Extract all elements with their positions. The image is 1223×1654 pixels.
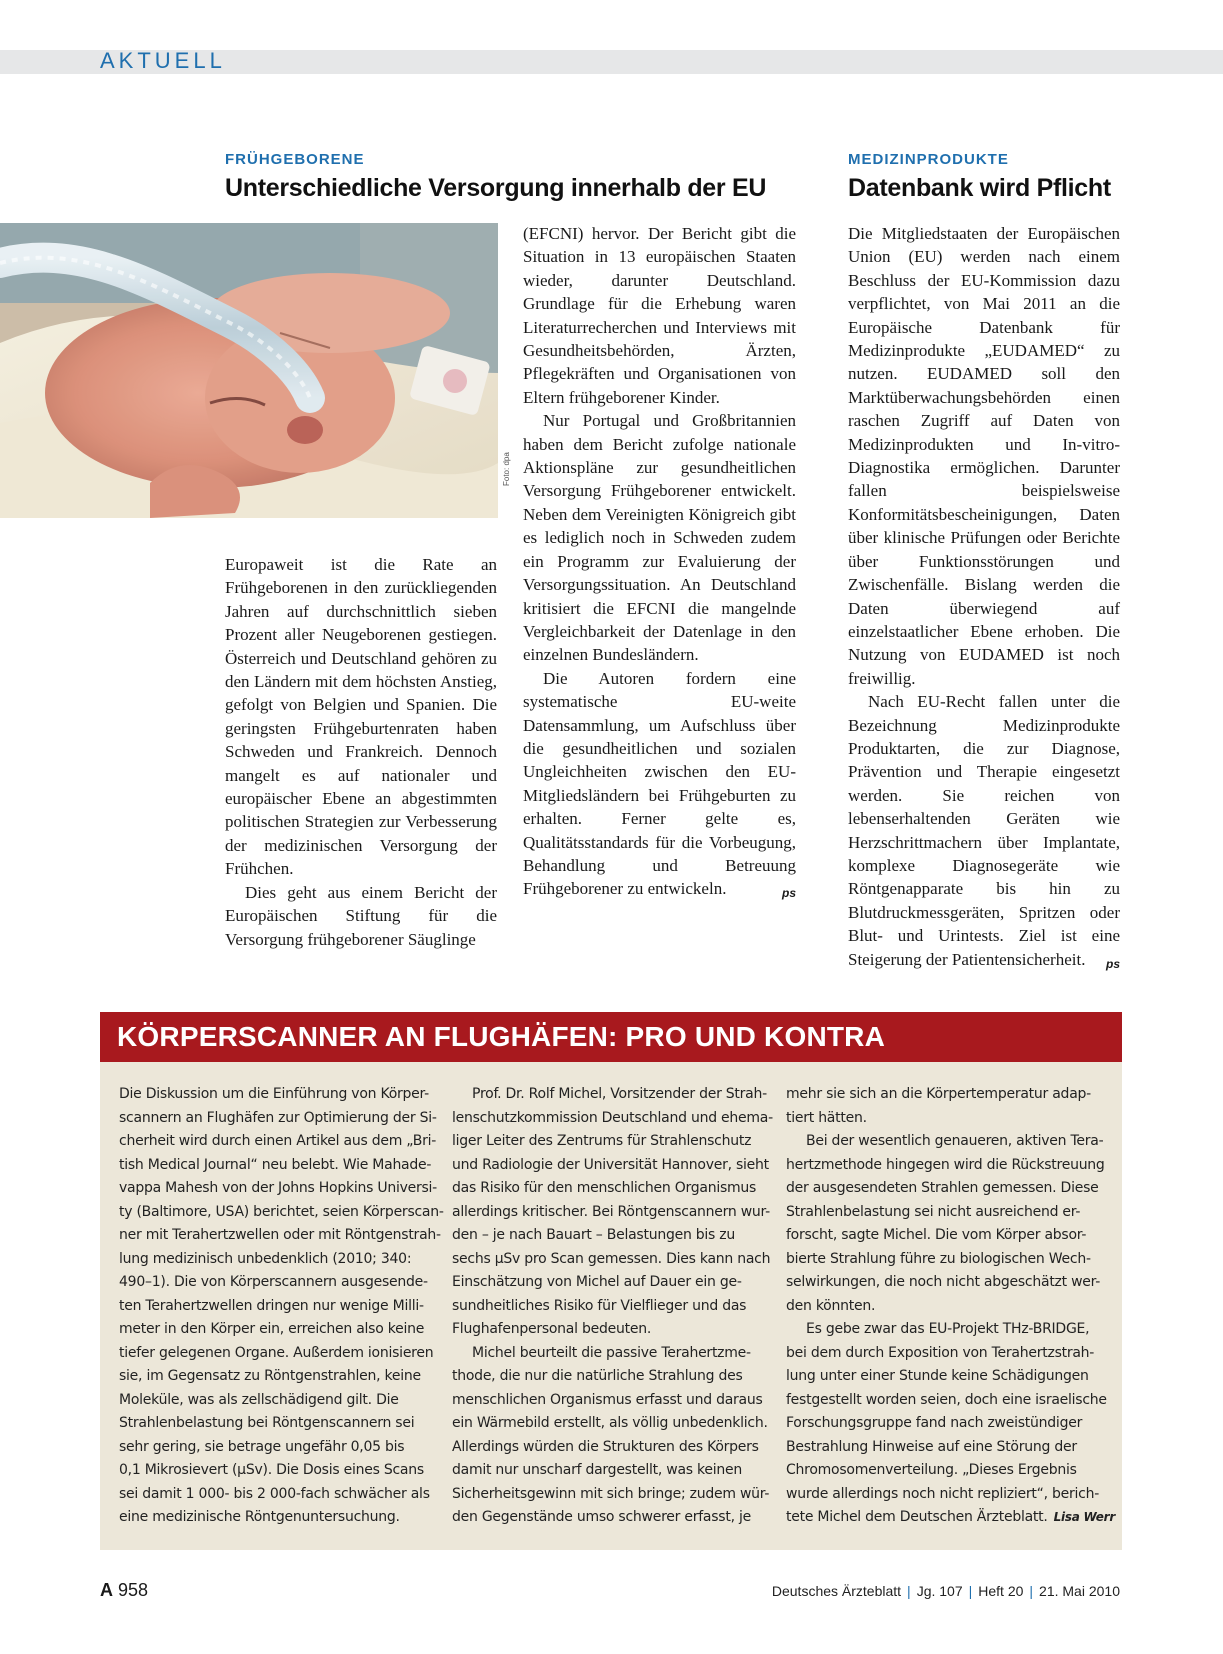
box-line: sehr gering, sie betrage ungefähr 0,05 bis <box>119 1438 405 1455</box>
box-line: Flughafenpersonal bedeuten. <box>452 1321 652 1337</box>
box-line: vappa Mahesh von der Johns Hopkins Universi- <box>119 1180 437 1196</box>
box-line: eine medizinische Röntgenuntersuchung. <box>119 1509 400 1525</box>
box-line: liger Leiter des Zentrums für Strahlenschutz <box>452 1133 752 1149</box>
box-line <box>786 1506 1115 1530</box>
box-line: meter in den Körper ein, erreichen also keine <box>119 1321 425 1337</box>
article2-kicker: MEDIZINPRODUKTE <box>848 151 1009 168</box>
page-number <box>100 1580 148 1601</box>
box-column-3 <box>786 1083 1115 1530</box>
section-label: AKTUELL <box>100 48 226 73</box>
box-line: Moleküle, was als zellschädigend gilt. Die <box>119 1391 399 1408</box>
box-line: tish Medical Journal“ neu belebt. Wie Mahade- <box>119 1156 432 1173</box>
article1-paragraph: (EFCNI) hervor. Der Bericht gibt die Situation in 13 europäischen Staaten wieder, darunter Deutschland. Grundlage für die Erhebung waren Literaturrecherchen und Interviews mit Gesundheitsbehörden, Ärzten, Pflegekräften und Organisationen von Eltern frühgeborener Kinder. <box>523 224 796 407</box>
photo-credit: Foto: dpa <box>502 452 511 486</box>
article1-paragraph <box>523 667 796 901</box>
box-line: Sicherheitsgewinn mit sich bringe; zudem wür- <box>452 1485 770 1502</box>
article2-signature: ps <box>1105 956 1120 971</box>
box-line: lung unter einer Stunde keine Schädigungen <box>786 1368 1089 1384</box>
box-line: Allerdings würden die Strukturen des Körpers <box>452 1438 759 1455</box>
article1-paragraph: Europaweit ist die Rate an Frühgeborenen in den zurückliegenden Jahren auf durchschnittlich sieben Prozent aller Neugeborenen gestiegen. Österreich und Deutschland gehören zu den Ländern mit dem höchsten Anstieg, gefolgt von Belgien und Spanien. Die geringsten Frühgeburtenraten haben Schweden und Frankreich. Dennoch mangelt es auf nationaler und europäischer Ebene an abgestimmten politischen Strategien zur Verbesserung der medizinischen Versorgung der Frühchen. <box>225 555 497 879</box>
box-line: hertzmethode hingegen wird die Rückstreuung <box>786 1156 1105 1173</box>
box-line: wurde allerdings noch nicht repliziert“, berich- <box>786 1485 1100 1502</box>
box-line: ein Wärmebild erstellt, als völlig unbedenklich. <box>452 1415 768 1431</box>
box-line: 490–1). Die von Körperscannern ausgesende- <box>119 1274 428 1290</box>
box-line-text: tete Michel dem Deutschen Ärzteblatt. <box>786 1509 1048 1525</box>
box-line: Strahlenbelastung bei Röntgenscannern sei <box>119 1415 415 1431</box>
box-line: selwirkungen, die noch nicht abgeschätzt wer- <box>786 1274 1101 1290</box>
box-line: sie, im Gegensatz zu Röntgenstrahlen, keine <box>119 1368 421 1384</box>
box-line: Michel beurteilt die passive Terahertzme- <box>472 1344 751 1361</box>
box-line: das Risiko für den menschlichen Organismus <box>452 1180 757 1196</box>
box-line: und Radiologie der Universität Hannover, sieht <box>452 1156 769 1173</box>
article1-paragraph-text: Die Autoren fordern eine systematische EU-weite Datensammlung, um Aufschluss über die gesundheitlichen und sozialen Ungleichheiten zwischen den EU-Mitgliedsländern bei Frühgeburten zu erhalten. Ferner gelte es, Qualitätsstandards für die Vorbeugung, Behandlung und Betreuung Frühgeborener zu entwickeln. <box>523 668 796 899</box>
box-column-1 <box>119 1083 444 1530</box>
box-line: bei dem durch Exposition von Terahertzstrah- <box>786 1344 1095 1361</box>
box-line: forscht, sagte Michel. Die vom Körper absor- <box>786 1227 1087 1243</box>
box-line: ty (Baltimore, USA) berichtet, seien Körperscan- <box>119 1203 444 1220</box>
box-line: damit nur unscharf dargestellt, was keinen <box>452 1462 742 1478</box>
box-line: tiert hätten. <box>786 1109 867 1126</box>
box-line: sundheitliches Risiko für Vielflieger und das <box>452 1297 747 1314</box>
article2-paragraph-text: Nach EU-Recht fallen unter die Bezeichnung Medizinprodukte Produktarten, die zur Diagnose, Prävention und Therapie eingesetzt werden. Sie reichen von lebenserhaltenden Geräten wie Herzschrittmachern über Implantate, komplexe Diagnosegeräte wie Röntgenapparate bis hin zu Blutdruckmessgeräten, Spritzen oder Blut- und Urintests. Ziel ist eine Steigerung der Patientensicherheit. <box>848 692 1120 969</box>
box-line: Prof. Dr. Rolf Michel, Vorsitzender der Strah- <box>472 1086 767 1102</box>
separator: | <box>968 1583 973 1599</box>
journal-volume: Jg. 107 <box>916 1583 963 1599</box>
premature-baby-photo <box>0 223 498 518</box>
box-line: scannern an Flughäfen zur Optimierung der Si- <box>119 1109 437 1126</box>
info-box-title: KÖRPERSCANNER AN FLUGHÄFEN: PRO UND KONTRA <box>117 1021 886 1052</box>
box-line: Einschätzung von Michel auf Dauer ein ge- <box>452 1274 742 1290</box>
box-line: cherheit wird durch einen Artikel aus dem „Bri- <box>119 1133 437 1149</box>
box-column-2 <box>452 1083 773 1530</box>
journal-name: Deutsches Ärzteblatt <box>771 1583 902 1599</box>
box-line: der ausgesendeten Strahlen gemessen. Diese <box>786 1180 1099 1196</box>
box-line: sechs µSv pro Scan gemessen. Dies kann nach <box>452 1250 771 1267</box>
article2-column <box>848 222 1120 976</box>
box-line: lenschutzkommission Deutschland und ehema- <box>452 1109 773 1126</box>
box-line: den könnten. <box>786 1297 876 1314</box>
separator: | <box>1029 1583 1034 1599</box>
box-line: Es gebe zwar das EU-Projekt THz-BRIDGE, <box>806 1321 1090 1337</box>
box-line: Chromosomenverteilung. „Dieses Ergebnis <box>786 1462 1077 1478</box>
box-author: Lisa Werr <box>1053 1510 1115 1524</box>
box-line: Forschungsgruppe fand nach zweistündiger <box>786 1415 1083 1431</box>
article1-signature: ps <box>781 886 796 901</box>
article2-headline: Datenbank wird Pflicht <box>848 174 1111 202</box>
box-line: Die Diskussion um die Einführung von Körper- <box>119 1086 429 1102</box>
box-line: ner mit Terahertzwellen oder mit Röntgenstrah- <box>119 1227 441 1243</box>
box-line: mehr sie sich an die Körpertemperatur adap- <box>786 1086 1091 1102</box>
box-line: 0,1 Mikrosievert (µSv). Die Dosis eines Scans <box>119 1462 424 1478</box>
article2-paragraph: Die Mitgliedstaaten der Europäischen Union (EU) werden nach einem Beschluss der EU-Kommission dazu verpflichtet, von Mai 2011 an die Europäische Datenbank für Medizinprodukte „EUDAMED“ zu nutzen. EUDAMED soll den Marktüberwachungsbehörden einen raschen Zugriff auf Daten von Medizinprodukten und In-vitro-Diagnostika ermöglichen. Darunter fallen beispielsweise Konformitätsbescheinigungen, Daten über klinische Prüfungen oder Berichte über Funktionsstörungen und Zwischenfälle. Bislang werden die Daten überwiegend auf einzelstaatlicher Ebene erhoben. Die Nutzung von EUDAMED ist noch freiwillig. <box>848 224 1120 688</box>
box-line: thode, die nur die natürliche Strahlung des <box>452 1368 743 1384</box>
article1-headline: Unterschiedliche Versorgung innerhalb der EU <box>225 174 767 202</box>
article1-paragraph: Nur Portugal und Großbritannien haben dem Bericht zufolge nationale Aktionspläne zur gesundheitlichen Versorgung Frühgeborener entwickelt. Neben dem Vereinigten Königreich gibt es lediglich noch in Schweden zudem ein Programm zur Evaluierung der Versorgungssituation. An Deutschland kritisiert die EFCNI die mangelnde Vergleichbarkeit der Datenlage in den einzelnen Bundesländern. <box>523 411 796 665</box>
box-line: ten Terahertzwellen dringen nur wenige Milli- <box>119 1297 424 1314</box>
article1-paragraph: Dies geht aus einem Bericht der Europäischen Stiftung für die Versorgung frühgeborener Säuglinge <box>225 882 497 949</box>
photo-illustration <box>0 223 498 518</box>
box-line: festgestellt worden seien, doch eine israelische <box>786 1391 1107 1408</box>
journal-issue: Heft 20 <box>978 1583 1024 1599</box>
box-line: Bestrahlung Hinweise auf eine Störung der <box>786 1438 1077 1455</box>
box-line: Bei der wesentlich genaueren, aktiven Tera- <box>806 1133 1104 1149</box>
article1-column-2 <box>523 222 796 906</box>
box-line: allerdings kritischer. Bei Röntgenscannern wur- <box>452 1203 770 1220</box>
page-letter: A <box>100 1580 113 1600</box>
box-line: menschlichen Organismus erfasst und daraus <box>452 1391 763 1408</box>
box-line: bierte Strahlung führe zu biologischen Wech- <box>786 1250 1091 1267</box>
page-number-value: 958 <box>118 1580 149 1600</box>
article1-kicker: FRÜHGEBORENE <box>225 151 365 168</box>
article1-column-1 <box>225 553 497 951</box>
box-line: lung medizinisch unbedenklich (2010; 340: <box>119 1250 412 1267</box>
box-line: den Gegenstände umso schwerer erfasst, je <box>452 1509 751 1525</box>
box-line: tiefer gelegenen Organe. Außerdem ionisieren <box>119 1344 434 1361</box>
article2-paragraph <box>848 690 1120 971</box>
journal-date: 21. Mai 2010 <box>1039 1583 1120 1599</box>
separator: | <box>907 1583 911 1599</box>
box-line: den – je nach Bauart – Belastungen bis zu <box>452 1227 736 1243</box>
box-line: Strahlenbelastung sei nicht ausreichend er- <box>786 1203 1081 1220</box>
journal-info <box>772 1583 1120 1599</box>
box-line: sei damit 1 000- bis 2 000-fach schwächer als <box>119 1485 430 1502</box>
